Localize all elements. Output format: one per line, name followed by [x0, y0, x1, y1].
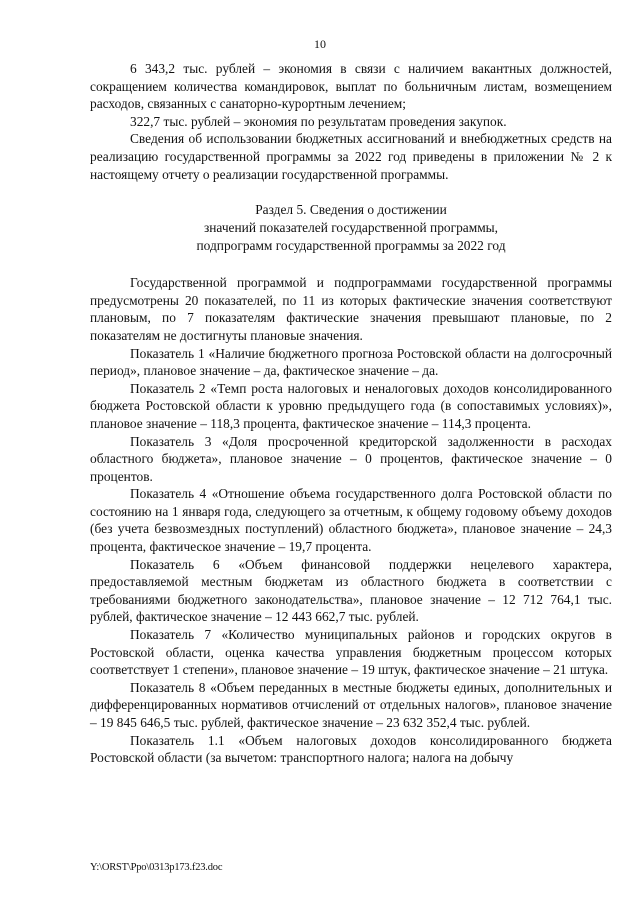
- paragraph: Показатель 4 «Отношение объема государственного долга Ростовской области по состоянию на 1 января года, следующего за отчетным, к общему годовому объему доходов (без учета безвозмездных поступлений) областного бюджета», плановое значение – 24,3 процента, фактическое значение – 19,7 процента.: [90, 486, 612, 555]
- document-body: [90, 60, 612, 767]
- paragraph: Показатель 2 «Темп роста налоговых и неналоговых доходов консолидированного бюджета Ростовской области к уровню предыдущего года (в сопоставимых условиях)», плановое значение – 118,3 процента, фактическое значение – 114,3 процента.: [90, 380, 612, 431]
- paragraph: Показатель 8 «Объем переданных в местные бюджеты единых, дополнительных и дифференцированных нормативов отчислений от отдельных налогов», плановое значение – 19 845 646,5 тыс. рублей, фактическое значение – 23 632 352,4 тыс. рублей.: [90, 679, 612, 730]
- paragraph: Показатель 3 «Доля просроченной кредиторской задолженности в расходах областного бюджета», плановое значение – 0 процентов, фактическое значение – 0 процентов.: [90, 433, 612, 484]
- paragraph: 6 343,2 тыс. рублей – экономия в связи с наличием вакантных должностей, сокращением количества командировок, выплат по больничным листам, возмещением расходов, связанных с санаторно-курортным лечением;: [90, 61, 612, 112]
- paragraph: Государственной программой и подпрограммами государственной программы предусмотрены 20 показателей, по 11 из которых фактические значения соответствуют плановым, по 7 показателям фактические значения превышают плановые, по 2 показателям не достигнуты плановые значения.: [90, 275, 612, 343]
- paragraph: Показатель 6 «Объем финансовой поддержки нецелевого характера, предоставляемой местным бюджетам из областного бюджета в соответствии с требованиями бюджетного законодательства», плановое значение – 12 712 764,1 тыс. рублей, фактическое значение – 12 443 662,7 тыс. рублей.: [90, 556, 612, 625]
- footer-file-path: Y:\ORST\Ppo\0313p173.f23.doc: [90, 862, 223, 873]
- paragraph: Показатель 1 «Наличие бюджетного прогноза Ростовской области на долгосрочный период», плановое значение – да, фактическое значение – да.: [90, 345, 612, 379]
- section-heading-line: значений показателей государственной программы,: [203, 220, 499, 236]
- paragraph: Сведения об использовании бюджетных ассигнований и внебюджетных средств на реализацию государственной программы за 2022 год приведены в приложении № 2 к настоящему отчету о реализации государственной программы.: [90, 131, 612, 182]
- paragraph: Показатель 1.1 «Объем налоговых доходов консолидированного бюджета Ростовской области (за вычетом: транспортного налога; налога на добычу: [90, 732, 612, 766]
- section-heading-line: Раздел 5. Сведения о достижении: [255, 202, 447, 218]
- paragraph: Показатель 7 «Количество муниципальных районов и городских округов в Ростовской области, оценка качества управления бюджетным процессом которых соответствует 1 степени», плановое значение – 19 штук, фактическое значение – 21 штука.: [90, 627, 612, 678]
- page-number: 10: [314, 37, 326, 51]
- paragraph: 322,7 тыс. рублей – экономия по результатам проведения закупок.: [130, 113, 507, 129]
- section-heading: [90, 201, 612, 255]
- section-heading-line: подпрограмм государственной программы за 2022 год: [196, 238, 506, 254]
